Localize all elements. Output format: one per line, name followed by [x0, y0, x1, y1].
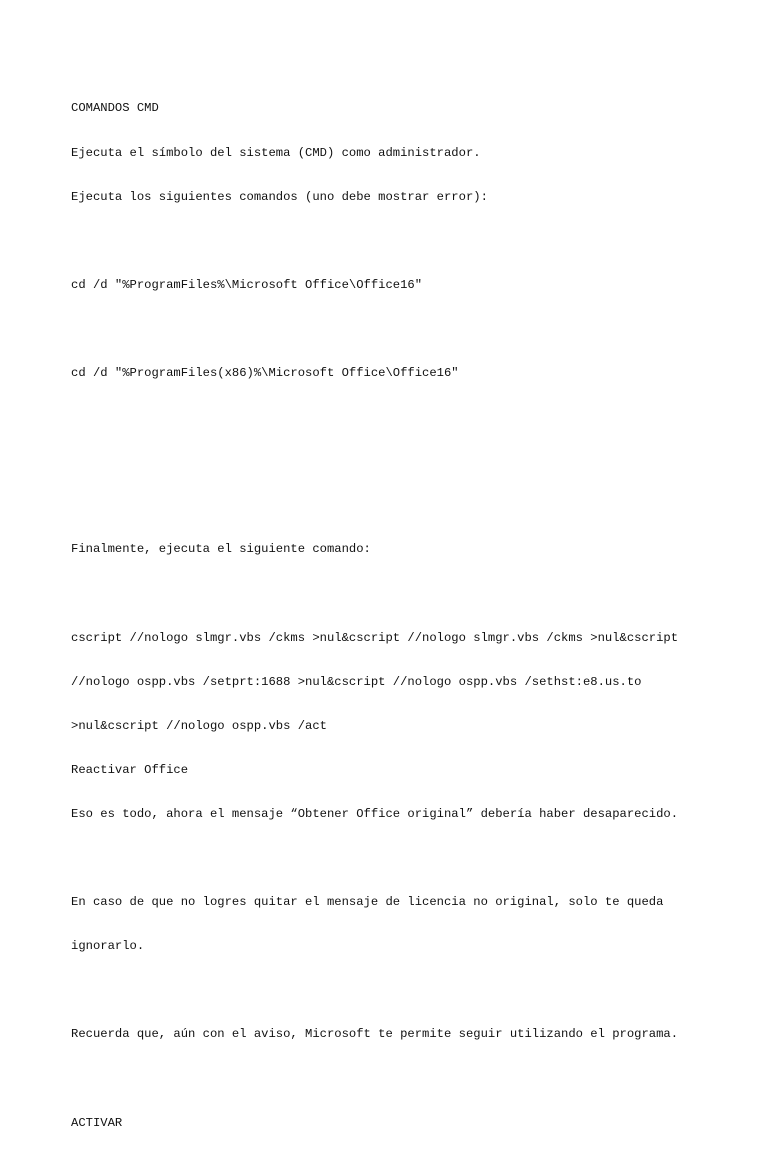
heading-comandos-cmd: COMANDOS CMD — [71, 101, 159, 116]
instruction-line: Ejecuta los siguientes comandos (uno debe mostrar error): — [71, 189, 488, 204]
blank-line — [71, 851, 731, 866]
blank-line — [71, 234, 731, 249]
blank-line — [71, 410, 731, 425]
paragraph-line: En caso de que no logres quitar el mensaje de licencia no original, solo te queda — [71, 895, 664, 910]
command-line-office16: cd /d "%ProgramFiles%\Microsoft Office\Office16" — [71, 277, 423, 292]
instruction-line: Ejecuta el símbolo del sistema (CMD) como administrador. — [71, 145, 481, 160]
document-body — [71, 72, 731, 1160]
command-line-office16-x86: cd /d "%ProgramFiles(x86)%\Microsoft Office\Office16" — [71, 365, 459, 380]
command-block-line: >nul&cscript //nologo ospp.vbs /act — [71, 718, 327, 733]
blank-line — [71, 322, 731, 337]
command-block-line: cscript //nologo slmgr.vbs /ckms >nul&cscript //nologo slmgr.vbs /ckms >nul&cscript — [71, 630, 679, 645]
instruction-line: Finalmente, ejecuta el siguiente comando: — [71, 542, 371, 557]
command-block-line: //nologo ospp.vbs /setprt:1688 >nul&cscript //nologo ospp.vbs /sethst:e8.us.to — [71, 674, 642, 689]
blank-line — [71, 1071, 731, 1086]
paragraph-line: Recuerda que, aún con el aviso, Microsoft te permite seguir utilizando el programa. — [71, 1027, 679, 1042]
activar-text: ACTIVAR — [71, 1115, 123, 1130]
blank-line — [71, 498, 731, 513]
subheading-reactivar-office: Reactivar Office — [71, 762, 189, 777]
paragraph-line: ignorarlo. — [71, 939, 145, 954]
paragraph-line: Eso es todo, ahora el mensaje “Obtener Office original” debería haber desaparecido. — [71, 806, 679, 821]
blank-line — [71, 983, 731, 998]
blank-line — [71, 586, 731, 601]
blank-line — [71, 454, 731, 469]
